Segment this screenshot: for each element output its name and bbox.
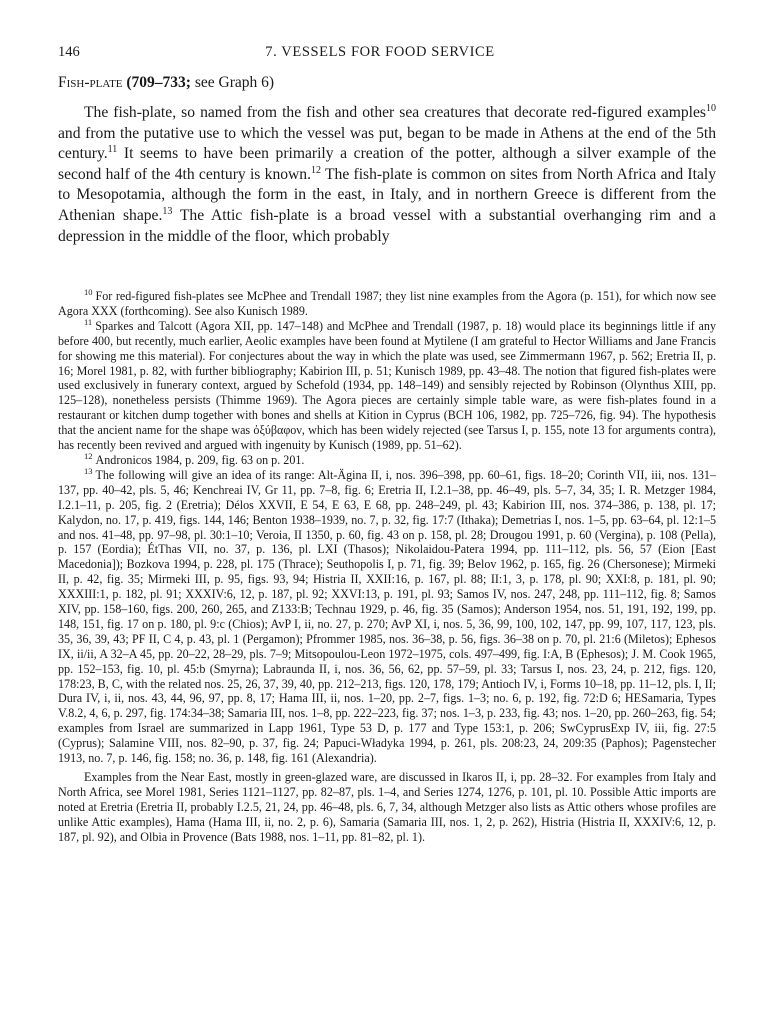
footnote-11 (58, 316, 716, 453)
section-title: Fish-plate (58, 74, 123, 91)
chapter-title: 7. VESSELS FOR FOOD SERVICE (265, 44, 495, 60)
footnote-ref-10[interactable]: 10 (706, 102, 716, 114)
footnote-number: 12 (84, 450, 93, 461)
running-head (58, 44, 702, 64)
text-run: The fish-plate, so named from the fish and other sea creatures that decorate red-figured examples (84, 104, 706, 121)
footnote-text: For red-figured fish-plates see McPhee and Trendall 1987; they list nine examples from the Agora (p. 151), for which now see Agora XXX (forthcoming). See also Kunisch 1989. (58, 289, 716, 318)
footnote-12 (58, 450, 716, 468)
footnote-ref-11[interactable]: 11 (107, 144, 118, 155)
footnote-ref-12[interactable]: 12 (311, 164, 321, 176)
footnote-number: 11 (84, 316, 93, 327)
footnotes (58, 286, 716, 845)
catalogue-range: (709–733; (126, 74, 191, 91)
footnote-10 (58, 286, 716, 319)
section-heading (58, 74, 274, 92)
text-run: and from the putative use to which the vessel was put, began to be made in Athens at the end of the 5th century. (58, 124, 716, 163)
footnote-13 (58, 465, 716, 766)
footnote-ref-13[interactable]: 13 (162, 205, 173, 217)
text-run: It seems to have been primarily a creation of the potter, although a silver example of the second half of the 4th century is known. (58, 145, 716, 183)
footnote-text: Sparkes and Talcott (Agora XII, pp. 147–148) and McPhee and Trendall (1987, p. 18) would place its beginnings little if any before 400, but recently, much earlier, Aeolic examples have been found at Mytilene (I am grateful to Hector Williams and Jane Francis for showing me this material). For conjectures about the way in which the plate was used, see Zimmermann 1967, p. 562; Eretria II, p. 16; Morel 1981, p. 82, with further bibliography; Kabirion III, p. 51; Kunisch 1989, pp. 43–48. The notion that figured fish-plates were used exclusively in funerary context, argued by Schefold (1934, pp. 148–149) and sensibly rejected by Robinson (Olynthus XIII, pp. 125–128), nonetheless persists (Thimme 1969). The Agora pieces are certainly simple table ware, as were fish-plates found in a restaurant or kitchen dump together with bones and shells at Kition in Cyprus (BCH 106, 1982, pp. 725–726, fig. 94). The hypothesis that the ancient name for the shape was ὀξύβαφον, which has been widely rejected (see Tarsus I, p. 155, note 13 for arguments contra), has recently been revived and argued with ingenuity by Kunisch (1989, pp. 51–62). (58, 318, 716, 453)
footnote-text: The following will give an idea of its range: Alt-Ägina II, i, nos. 396–398, pp. 60–61, figs. 18–20; Corinth VII, iii, nos. 131–137, pp. 40–42, pls. 5, 46; Kenchreai IV, Gr 11, pp. 7–8, fig. 6; Eretria II, I.2.1–38, pp. 46–49, pls. 5–7, 34, 35; I. R. Metzger 1984, I.2.1–11, p. 205, fig. 2 (Eretria); Délos XXVII, E 54, E 63, E 68, pp. 248–249, pl. 43; Kabirion III, nos. 374–386, p. 138, pl. 17; Kalydon, no. 17, p. 419, figs. 144, 146; Benton 1938–1939, no. 7, p. 32, fig. 17:7 (Ithaka); Demetrias I, nos. 1–5, pp. 63–64, pl. 12:1–5 and nos. 41–48, pp. 97–98, pl. 30:1–10; Veroia, II 1350, p. 60, fig. 43 on p. 158, pl. 28; Drougou 1991, p. 60 (Vergina), p. 108 (Pella), p. 157 (Eordia); ÉtThas VII, no. 37, p. 136, pl. LXI (Thasos); Nikolaidou-Patera 1994, pp. 111–112, pls. 56, 57 (Eion [East Macedonia]); Bozkova 1994, p. 228, pl. 175 (Thrace); Seuthopolis I, p. 71, fig. 39; Belov 1962, p. 165, fig. 26 (Chersonese); Mirmeki II, p. 42, fig. 35; Mirmeki III, p. 95, figs. 93, 94; Histria II, XXII:16, p. 167, pl. 88; II:1, 3, p. 178, pl. 90; XXI:8, p. 181, pl. 90; XXXIII:1, p. 182, pl. 91; XXXIV:6, 12, p. 187, pl. 92; XXVI:13, p. 191, pl. 93; Samos IV, nos. 247, 248, pp. 111–112, fig. 8; Samos XIV, pp. 158–160, figs. 200, 260, 265, and Z133:B; Technau 1929, p. 46, fig. 35 (Samos); Anderson 1954, nos. 51, 191, 192, 199, pp. 148, 151, fig. 17 on p. 180, pl. 9:c (Chios); AvP I, ii, no. 27, p. 270; AvP XI, i, nos. 5, 36, 99, 100, 102, 147, pp. 99, 107, 117, 123, pls. 35, 36, 39, 43; PF II, C 4, p. 43, pl. 1 (Pergamon); Pfrommer 1985, nos. 36–38, p. 56, figs. 36–38 on p. 70, pl. 21:6 (Miletos); Ephesos IX, ii/ii, A 32–A 45, pp. 20–22, 28–29, pls. 7–9; Mitsopoulou-Leon 1972–1975, cols. 497–499, fig. I:A, B (Ephesos); J. M. Cook 1965, pp. 152–153, fig. 10, pl. 45:b (Smyrna); Labraunda II, i, nos. 36, 56, 62, pp. 57–59, pl. 33; Tarsus I, nos. 23, 24, p. 212, figs. 120, 178:23, B, C, with the related nos. 25, 26, 37, 39, 40, pp. 212–213, figs. 120, 178, 179; Antioch IV, i, Forms 10–18, pp. 11–12, pls. I, II; Dura IV, i, ii, nos. 43, 44, 96, 97, pp. 8, 17; Hama III, ii, nos. 1–20, pp. 2–7, figs. 1–3; no. 6, p. 192, fig. 72:D 6; HESamaria, Types V.8.2, 4, 6, p. 297, fig. 174:34–38; Samaria III, nos. 1–8, pp. 222–223, fig. 37; nos. 1–3, p. 233, fig. 43; nos. 1–20, pp. 260–263, fig. 54; examples from Israel are summarized in Lapp 1961, Type 53 D, p. 177 and Type 153:1, p. 206; SwCyprusExp IV, iii, fig. 27:5 (Cyprus); Salamine VIII, nos. 82–90, p. 37, fig. 24; Papuci-Władyka 1994, p. 261, pls. 208:23, 24, 209:35 (Paphos); Pagenstecher 1913, no. 7, p. 146, fig. 158; no. 36, p. 148, fig. 161 (Alexandria). (58, 467, 716, 766)
footnote-text: Andronicos 1984, p. 209, fig. 63 on p. 201. (95, 452, 305, 467)
text-run: The fish-plate is common on sites from North Africa and Italy to Mesopotamia, although the form in the east, in Italy, and in northern Greece is different from the Athenian shape. (58, 165, 716, 224)
graph-reference: see Graph 6) (190, 74, 275, 91)
page-number: 146 (58, 44, 80, 60)
footnote-number: 10 (84, 286, 93, 297)
main-paragraph (58, 103, 716, 247)
footnote-13-continuation: Examples from the Near East, mostly in green-glazed ware, are discussed in Ikaros II, i, pp. 28–32. For examples from Italy and North Africa, see Morel 1981, Series 1121–1127, pp. 82–87, pls. 1–4, and Series 1274, 1276, p. 101, pl. 10. Possible Attic imports are noted at Eretria (Eretria II, probably I.2.5, 21, 24, pp. 46–48, pls. 6, 7, 34, although Metzger also lists as Attic others whose profiles are unlike Attic examples), Hama (Hama III, ii, no. 2, p. 6), Samaria (Samaria III, nos. 1, 2, p. 262), Histria (Histria II, XXXIV:6, 12, p. 187, pl. 92), and Olbia in Provence (Bats 1988, nos. 1–11, pp. 81–82, pl. 1). (58, 770, 716, 844)
text-run: The Attic fish-plate is a broad vessel with a substantial overhanging rim and a depression in the middle of the floor, which probably (58, 206, 716, 245)
footnote-number: 13 (84, 465, 93, 476)
